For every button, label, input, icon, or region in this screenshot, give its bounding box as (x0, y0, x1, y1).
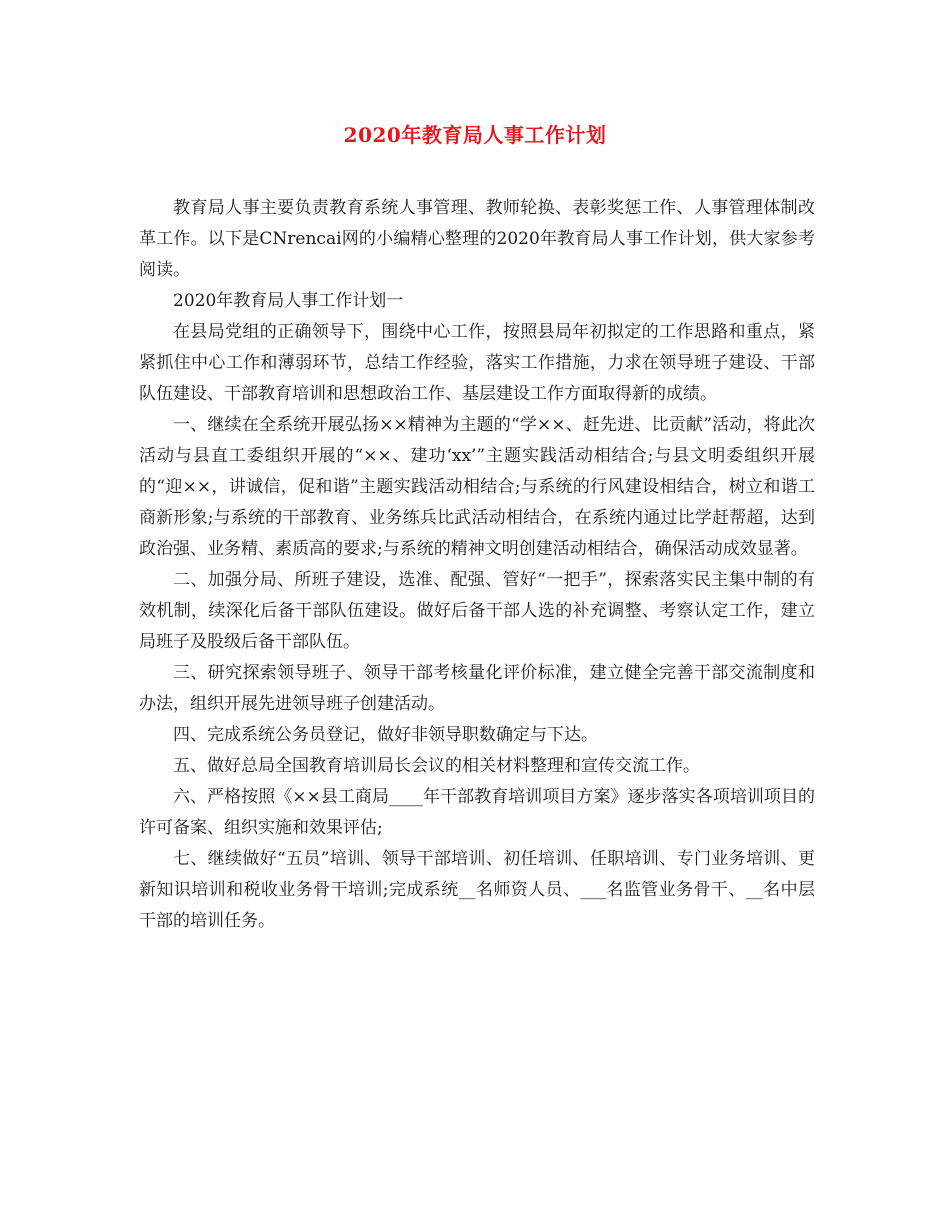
paragraph-item-3: 三、研究探索领导班子、领导干部考核量化评价标准，建立健全完善干部交流制度和办法，组织开展先进领导班子创建活动。 (139, 663, 815, 714)
paragraph-item-4: 四、完成系统公务员登记，做好非领导职数确定与下达。 (173, 725, 598, 745)
paragraph-item-1: 一、继续在全系统开展弘扬××精神为主题的“学××、赶先进、比贡献”活动，将此次活动与县直工委组织开展的“××、建功‘xx’”主题实践活动相结合;与县文明委组织开展的“迎××，讲诚信，促和谐”主题实践活动相结合;与系统的行风建设相结合，树立和谐工商新形象;与系统的干部教育、业务练兵比武活动相结合，在系统内通过比学赶帮超，达到政治强、业务精、素质高的要求;与系统的精神文明创建活动相结合，确保活动成效显著。 (139, 415, 815, 559)
paragraph-item-6: 六、严格按照《××县工商局____年干部教育培训项目方案》逐步落实各项培训项目的许可备案、组织实施和效果评估; (139, 787, 815, 838)
paragraph-overview: 在县局党组的正确领导下，围绕中心工作，按照县局年初拟定的工作思路和重点，紧紧抓住中心工作和薄弱环节，总结工作经验，落实工作措施，力求在领导班子建设、干部队伍建设、干部教育培训和思想政治工作、基层建设工作方面取得新的成绩。 (139, 322, 815, 404)
section-heading: 2020年教育局人事工作计划一 (173, 291, 404, 311)
paragraph-item-5: 五、做好总局全国教育培训局长会议的相关材料整理和宣传交流工作。 (173, 756, 700, 776)
paragraph-item-7: 七、继续做好“五员”培训、领导干部培训、初任培训、任职培训、专门业务培训、更新知识培训和税收业务骨干培训;完成系统__名师资人员、___名监管业务骨干、__名中层干部的培训任务。 (139, 849, 815, 931)
paragraph-item-2: 二、加强分局、所班子建设，选准、配强、管好“一把手”，探索落实民主集中制的有效机制，续深化后备干部队伍建设。做好后备干部人选的补充调整、考察认定工作，建立局班子及股级后备干部队伍。 (139, 570, 815, 652)
document-title: 2020年教育局人事工作计划 (343, 123, 607, 147)
paragraph-intro: 教育局人事主要负责教育系统人事管理、教师轮换、表彰奖惩工作、人事管理体制改革工作。以下是CNrencai网的小编精心整理的2020年教育局人事工作计划，供大家参考阅读。 (139, 198, 815, 280)
document-body (139, 193, 815, 937)
